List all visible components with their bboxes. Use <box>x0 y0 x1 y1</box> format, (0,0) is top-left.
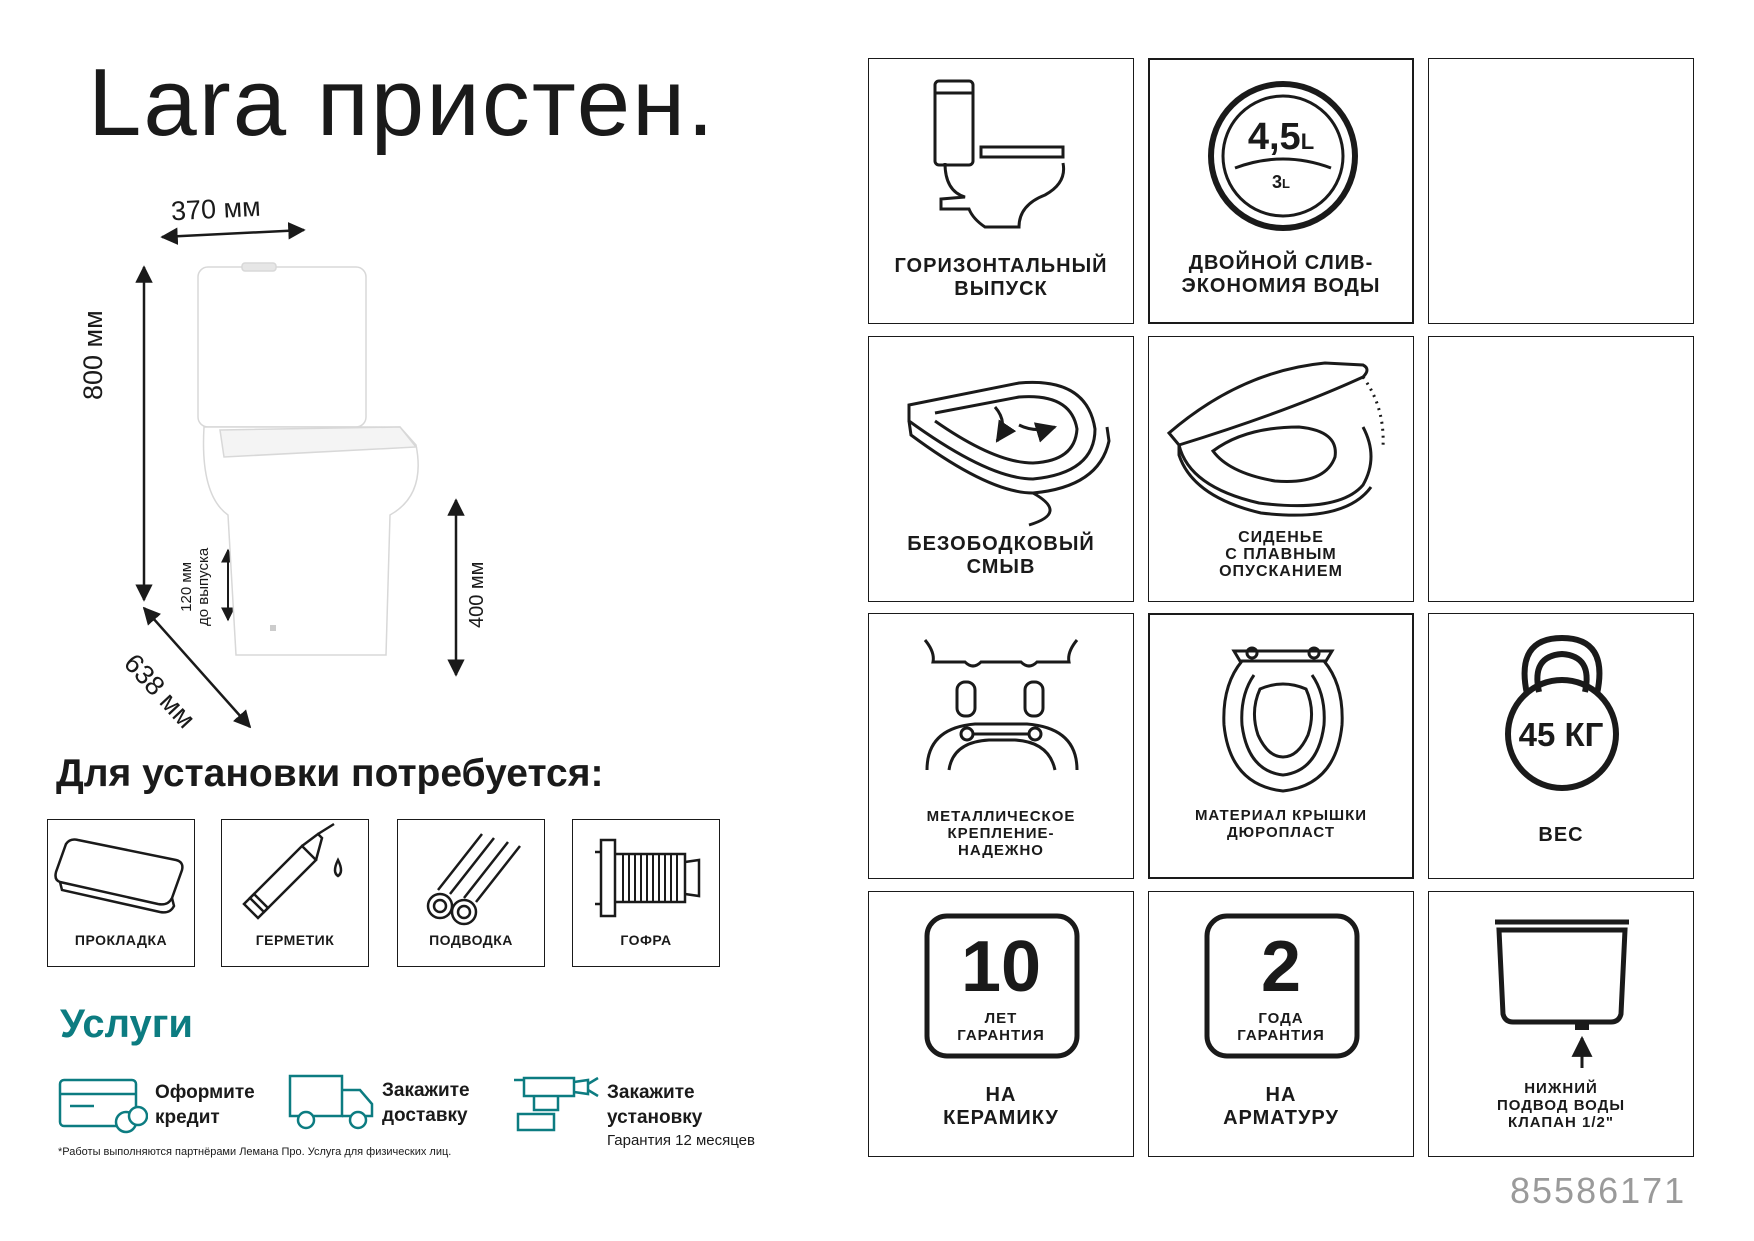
dim-bowl-height: 400 мм <box>466 561 488 628</box>
feature-horizontal-outlet <box>868 58 1134 324</box>
feature-ceramic-warranty <box>868 891 1134 1157</box>
installation-tool-icon[interactable] <box>514 1070 600 1134</box>
feature-bottom-supply <box>1428 891 1694 1157</box>
full-flush-volume: 4,5L <box>1247 116 1315 158</box>
warranty-years: 2 <box>1260 927 1302 1007</box>
requirement-label: ПОДВОДКА <box>429 932 513 948</box>
feature-label: СИДЕНЬЕ С ПЛАВНЫМ ОПУСКАНИЕМ <box>1219 529 1343 580</box>
requirements-heading: Для установки потребуется: <box>56 752 604 795</box>
feature-label: БЕЗОБОДКОВЫЙ СМЫВ <box>907 533 1095 578</box>
feature-label: НИЖНИЙ ПОДВОД ВОДЫ КЛАПАН 1/2" <box>1496 1080 1626 1131</box>
feature-empty-1 <box>1428 58 1694 324</box>
feature-lid-material <box>1148 613 1414 879</box>
dim-width: 370 мм <box>170 191 262 227</box>
half-flush-volume: 3L <box>1272 172 1290 192</box>
feature-label: МАТЕРИАЛ КРЫШКИ ДЮРОПЛАСТ <box>1194 807 1368 841</box>
toilet-illustration <box>198 263 418 655</box>
product-dimension-drawing <box>120 195 480 735</box>
feature-metal-fixing <box>868 613 1134 879</box>
requirement-label: ПРОКЛАДКА <box>74 932 168 948</box>
service-delivery[interactable]: Закажите доставку <box>382 1080 470 1126</box>
product-title: Lara пристен. <box>88 49 716 156</box>
installation-warranty-note: Гарантия 12 месяцев <box>607 1132 755 1149</box>
feature-empty-2 <box>1428 336 1694 602</box>
warranty-text: ЛЕТ ГАРАНТИЯ <box>957 1010 1045 1044</box>
dim-depth: 638 мм <box>118 648 202 735</box>
feature-rimless <box>868 336 1134 602</box>
requirement-corrugation <box>572 819 720 967</box>
product-sku: 85586171 <box>1510 1170 1687 1211</box>
dim-height: 800 мм <box>78 310 108 400</box>
feature-fittings-warranty <box>1148 891 1414 1157</box>
feature-label: ГОРИЗОНТАЛЬНЫЙ ВЫПУСК <box>894 255 1108 300</box>
warranty-text: ГОДА ГАРАНТИЯ <box>1237 1010 1325 1044</box>
feature-label: НА КЕРАМИКУ <box>943 1084 1059 1129</box>
feature-label: НА АРМАТУРУ <box>1223 1084 1339 1129</box>
service-credit[interactable]: Оформите кредит <box>155 1082 255 1128</box>
services-footnote: *Работы выполняются партнёрами Лемана Про. Услуга для физических лиц. <box>58 1146 452 1158</box>
dim-outlet: 120 мм до выпуска <box>178 547 212 626</box>
toilet-lid-icon <box>1150 615 1416 881</box>
requirement-hose <box>397 819 545 967</box>
requirement-gasket <box>47 819 195 967</box>
feature-soft-close <box>1148 336 1414 602</box>
requirement-label: ГЕРМЕТИК <box>255 932 335 948</box>
delivery-truck-icon[interactable] <box>288 1072 376 1132</box>
credit-card-icon[interactable] <box>58 1078 148 1134</box>
feature-label: МЕТАЛЛИЧЕСКОЕ КРЕПЛЕНИЕ- НАДЕЖНО <box>926 808 1076 859</box>
requirement-label: ГОФРА <box>620 932 672 948</box>
service-installation[interactable]: Закажите установку <box>607 1082 703 1128</box>
feature-dual-flush <box>1148 58 1414 324</box>
weight-value: 45 КГ <box>1518 716 1604 753</box>
feature-weight <box>1428 613 1694 879</box>
services-heading: Услуги <box>60 1002 193 1046</box>
feature-label: ВЕС <box>1538 824 1584 846</box>
feature-label: ДВОЙНОЙ СЛИВ- ЭКОНОМИЯ ВОДЫ <box>1181 252 1381 297</box>
warranty-years: 10 <box>960 927 1042 1007</box>
requirement-sealant <box>221 819 369 967</box>
